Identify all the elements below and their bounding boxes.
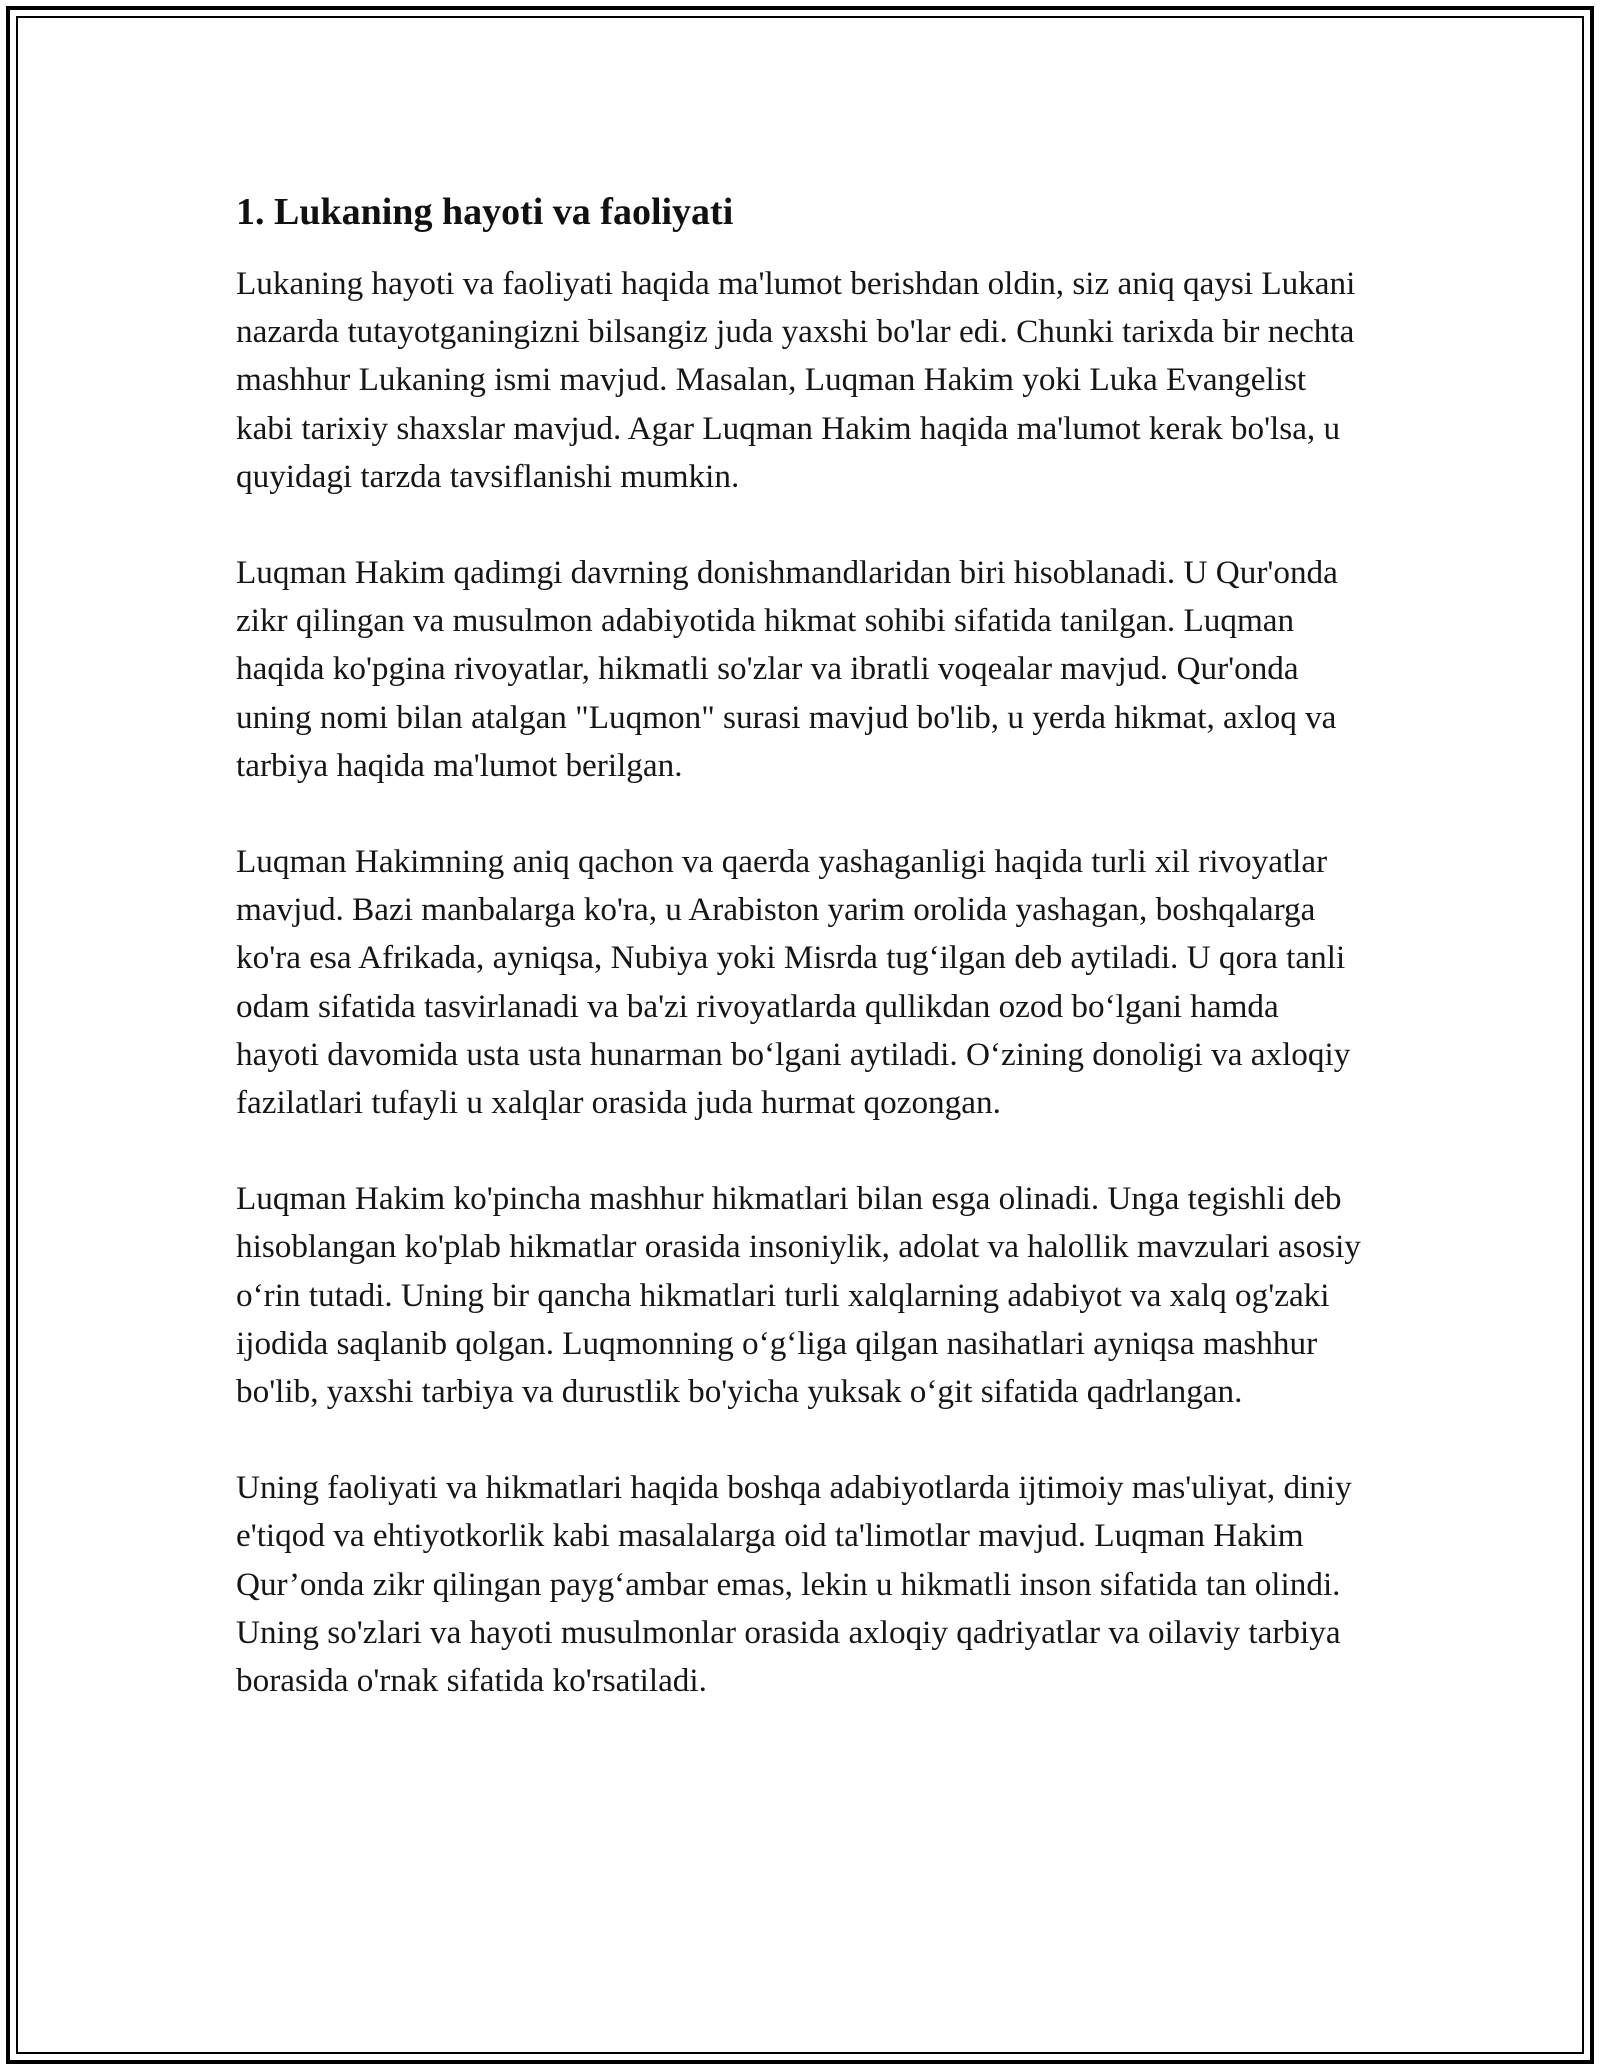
paragraph-intro: Lukaning hayoti va faoliyati haqida ma'lumot berishdan oldin, siz aniq qaysi Lukani nazarda tutayotganingizni bilsangiz juda yaxshi bo'lar edi. Chunki tarixda bir nechta mashhur Lukaning ismi mavjud. Masalan, Luqman Hakim yoki Luka Evangelist kabi tarixiy shaxslar mavjud. Agar Luqman Hakim haqida ma'lumot kerak bo'lsa, u quyidagi tarzda tavsiflanishi mumkin. <box>236 265 1356 495</box>
paragraph-wisdom: Luqman Hakim ko'pincha mashhur hikmatlari bilan esga olinadi. Unga tegishli deb hisoblangan ko'plab hikmatlar orasida insoniylik, adolat va halollik mavzulari asosiy o‘rin tutadi. Uning bir qancha hikmatlari turli xalqlarning adabiyot va xalq og'zaki ijodida saqlanib qolgan. Luqmonning o‘g‘liga qilgan nasihatlari ayniqsa mashhur bo'lib, yaxshi tarbiya va durustlik bo'yicha yuksak o‘git sifatida qadrlangan. <box>236 1180 1361 1411</box>
paragraph-legacy: Uning faoliyati va hikmatlari haqida boshqa adabiyotlarda ijtimoiy mas'uliyat, diniy e'tiqod va ehtiyotkorlik kabi masalalarga oid ta'limotlar mavjud. Luqman Hakim Qur’onda zikr qilingan payg‘ambar emas, lekin u hikmatli inson sifatida tan olindi. Uning so'zlari va hayoti musulmonlar orasida axloqiy qadriyatlar va oilaviy tarbiya borasida o'rnak sifatida ko'rsatiladi. <box>236 1469 1352 1700</box>
paragraph-origin: Luqman Hakimning aniq qachon va qaerda yashaganligi haqida turli xil rivoyatlar mavjud. Bazi manbalarga ko'ra, u Arabiston yarim orolida yashagan, boshqalarga ko'ra esa Afrikada, ayniqsa, Nubiya yoki Misrda tug‘ilgan deb aytiladi. U qora tanli odam sifatida tasvirlanadi va ba'zi rivoyatlarda qullikdan ozod bo‘lgani hamda hayoti davomida usta usta hunarman bo‘lgani aytiladi. O‘zining donoligi va axloqiy fazilatlari tufayli u xalqlar orasida juda hurmat qozongan. <box>236 843 1351 1122</box>
section-heading: 1. Lukaning hayoti va faoliyati <box>236 191 734 233</box>
document-body <box>236 186 1366 1705</box>
paragraph-luqman-hakim: Luqman Hakim qadimgi davrning donishmandlaridan biri hisoblanadi. U Qur'onda zikr qilingan va musulmon adabiyotida hikmat sohibi sifatida tanilgan. Luqman haqida ko'pgina rivoyatlar, hikmatli so'zlar va ibratli voqealar mavjud. Qur'onda uning nomi bilan atalgan "Luqmon" surasi mavjud bo'lib, u yerda hikmat, axloq va tarbiya haqida ma'lumot berilgan. <box>236 554 1338 784</box>
